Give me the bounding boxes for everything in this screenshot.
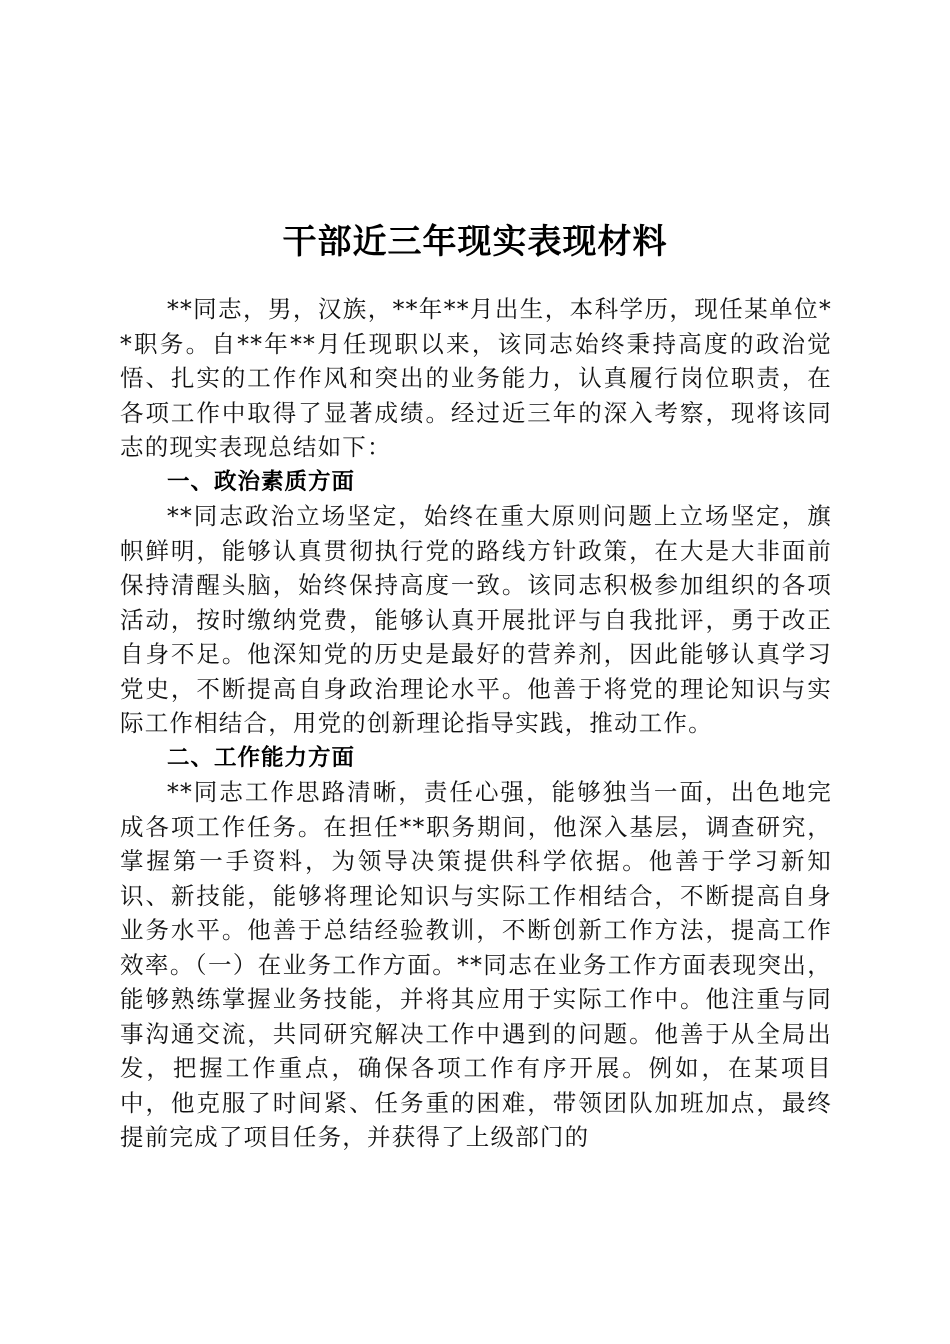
section-paragraph-work-ability: **同志工作思路清晰，责任心强，能够独当一面，出色地完成各项工作任务。在担任**职务期间，他深入基层，调查研究，掌握第一手资料，为领导决策提供科学依据。他善于学习新知识、新技能，能够将理论知识与实际工作相结合，不断提高自身业务水平。他善于总结经验教训，不断创新工作方法，提高工作效率。（一）在业务工作方面。**同志在业务工作方面表现突出，能够熟练掌握业务技能，并将其应用于实际工作中。他注重与同事沟通交流，共同研究解决工作中遇到的问题。他善于从全局出发，把握工作重点，确保各项工作有序开展。例如，在某项目中，他克服了时间紧、任务重的困难，带领团队加班加点，最终提前完成了项目任务，并获得了上级部门的 — [120, 778, 832, 1151]
section-heading-work-ability: 二、工作能力方面 — [167, 744, 356, 771]
intro-paragraph: **同志，男，汉族，**年**月出生，本科学历，现任某单位**职务。自**年**月任现职以来，该同志始终秉持高度的政治觉悟、扎实的工作作风和突出的业务能力，认真履行岗位职责，在各项工作中取得了显著成绩。经过近三年的深入考察，现将该同志的现实表现总结如下： — [120, 295, 832, 461]
document-title: 干部近三年现实表现材料 — [282, 221, 668, 262]
section-heading-political: 一、政治素质方面 — [167, 468, 356, 495]
section-paragraph-political: **同志政治立场坚定，始终在重大原则问题上立场坚定，旗帜鲜明，能够认真贯彻执行党的路线方针政策，在大是大非面前保持清醒头脑，始终保持高度一致。该同志积极参加组织的各项活动，按时缴纳党费，能够认真开展批评与自我批评，勇于改正自身不足。他深知党的历史是最好的营养剂，因此能够认真学习党史，不断提高自身政治理论水平。他善于将党的理论知识与实际工作相结合，用党的创新理论指导实践，推动工作。 — [120, 502, 832, 737]
document-body — [120, 292, 832, 1155]
